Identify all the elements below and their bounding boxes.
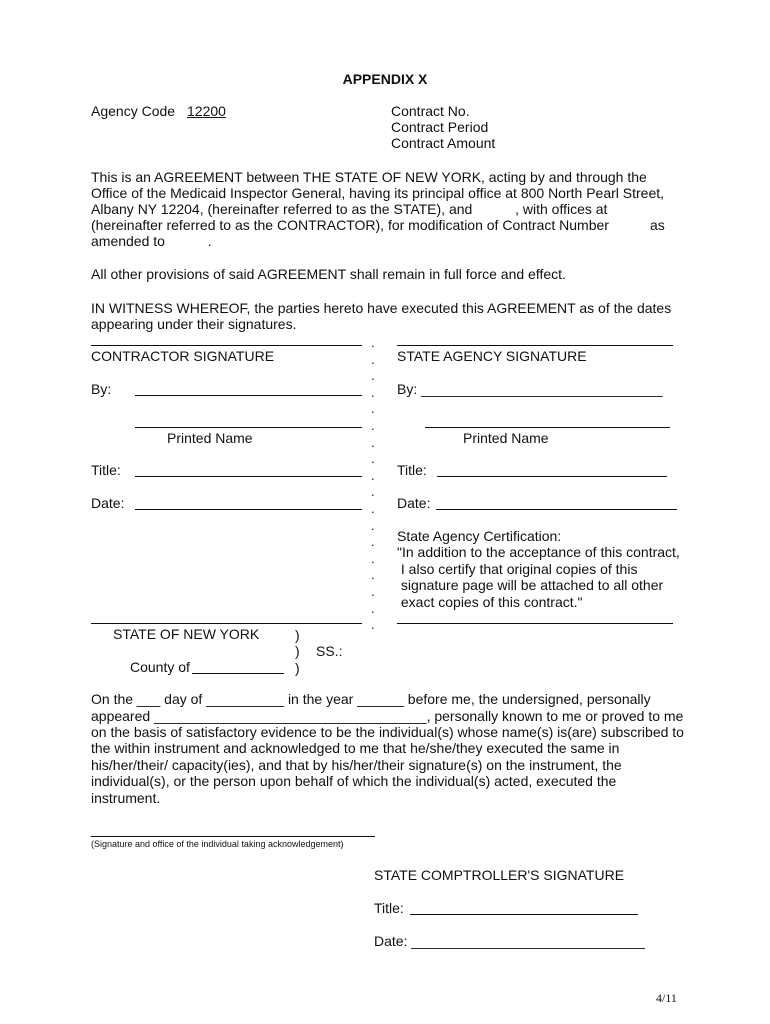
- ack-line-5: his/her/their/ capacity(ies), and that by his/her/their signature(s) on the instrument, the: [91, 757, 622, 773]
- comptroller-date-label: Date: ______________________________: [374, 933, 645, 949]
- agreement-line-2: Office of the Medicaid Inspector General, having its principal office at 800 North Pearl Street,: [91, 185, 665, 201]
- contractor-title-label: Title:: [91, 462, 121, 478]
- state-agency-title-line[interactable]: [437, 476, 667, 477]
- ack-line-4: the within instrument and acknowledged to me that he/she/they executed the same in: [91, 740, 620, 756]
- ack-line-1: On the ___ day of __________ in the year ______ before me, the undersigned, personally: [91, 691, 651, 707]
- contractor-by-label: By:: [91, 381, 112, 397]
- certification-line-2: I also certify that original copies of this: [397, 561, 638, 577]
- agreement-line-1: This is an AGREEMENT between THE STATE OF NEW YORK, acting by and through the: [91, 169, 647, 185]
- ack-line-2: appeared ___________________________________, personally known to me or proved to me: [91, 708, 684, 724]
- notary-paren-1: ): [295, 627, 300, 643]
- contractor-date-line[interactable]: [135, 509, 362, 510]
- ack-line-6: individual(s), or the person upon behalf of which the individual(s) acted, executed the: [91, 773, 617, 789]
- notary-top-line: [91, 623, 362, 624]
- contractor-printed-name-label: Printed Name: [167, 430, 253, 446]
- notary-county-label: County of: [130, 659, 190, 675]
- notary-state-label: STATE OF NEW YORK: [113, 626, 260, 642]
- comptroller-title-line[interactable]: [410, 914, 638, 915]
- contract-period-label: Contract Period: [391, 119, 489, 135]
- agency-code-value: 12200: [187, 103, 226, 119]
- comptroller-title-label: Title:: [374, 900, 404, 916]
- contractor-signature-line[interactable]: [91, 345, 362, 346]
- state-agency-date-line[interactable]: [436, 509, 677, 510]
- state-agency-signature-label: STATE AGENCY SIGNATURE: [397, 348, 587, 364]
- contract-amount-label: Contract Amount: [391, 135, 496, 151]
- contractor-printed-name-line[interactable]: [135, 427, 362, 428]
- contract-no-label: Contract No.: [391, 103, 470, 119]
- dotted-separator: . . . . . . . . . . . . . . . . . .: [371, 335, 375, 633]
- state-agency-printed-name-line[interactable]: [425, 427, 670, 428]
- witness-line-1: IN WITNESS WHEREOF, the parties hereto have executed this AGREEMENT as of the dates: [91, 300, 672, 316]
- contractor-by-line[interactable]: [135, 395, 362, 396]
- provisions-text: All other provisions of said AGREEMENT shall remain in full force and effect.: [91, 266, 566, 282]
- notary-paren-3: ): [295, 660, 300, 676]
- officer-signature-line[interactable]: [91, 836, 375, 837]
- state-agency-by-label: By: _______________________________: [397, 381, 663, 397]
- comptroller-signature-label: STATE COMPTROLLER'S SIGNATURE: [374, 867, 625, 883]
- agreement-as-word: as: [650, 217, 665, 233]
- certification-title: State Agency Certification:: [397, 528, 562, 544]
- state-agency-printed-name-label: Printed Name: [463, 430, 549, 446]
- certification-line-1: "In addition to the acceptance of this contract,: [397, 544, 680, 560]
- contractor-date-label: Date:: [91, 495, 125, 511]
- certification-signature-line[interactable]: [397, 623, 673, 624]
- officer-caption: (Signature and office of the individual taking acknowledgement): [91, 839, 344, 849]
- notary-paren-2: ): [295, 643, 300, 659]
- certification-line-3: signature page will be attached to all other: [397, 577, 664, 593]
- notary-county-line[interactable]: [192, 673, 284, 674]
- state-agency-signature-line[interactable]: [397, 345, 673, 346]
- state-agency-title-label: Title:: [397, 462, 427, 478]
- agreement-line-3: Albany NY 12204, (hereinafter referred to as the STATE), and , with offices at: [91, 201, 608, 217]
- certification-line-4: exact copies of this contract.": [397, 594, 583, 610]
- ack-line-7: instrument.: [91, 790, 161, 806]
- state-agency-date-label: Date:: [397, 495, 431, 511]
- page-number: 4/11: [656, 991, 677, 1005]
- notary-ss-label: SS.:: [316, 643, 343, 659]
- ack-line-3: on the basis of satisfactory evidence to be the individual(s) whose name(s) is(are) subscribed to: [91, 724, 684, 740]
- witness-line-2: appearing under their signatures.: [91, 316, 297, 332]
- contractor-signature-label: CONTRACTOR SIGNATURE: [91, 348, 275, 364]
- agreement-amended-line: amended to .: [91, 233, 212, 249]
- agreement-line-4: (hereinafter referred to as the CONTRACTOR), for modification of Contract Number: [91, 217, 609, 233]
- agency-code-label: Agency Code: [91, 103, 176, 119]
- contractor-title-line[interactable]: [135, 476, 362, 477]
- page-title: APPENDIX X: [342, 71, 428, 87]
